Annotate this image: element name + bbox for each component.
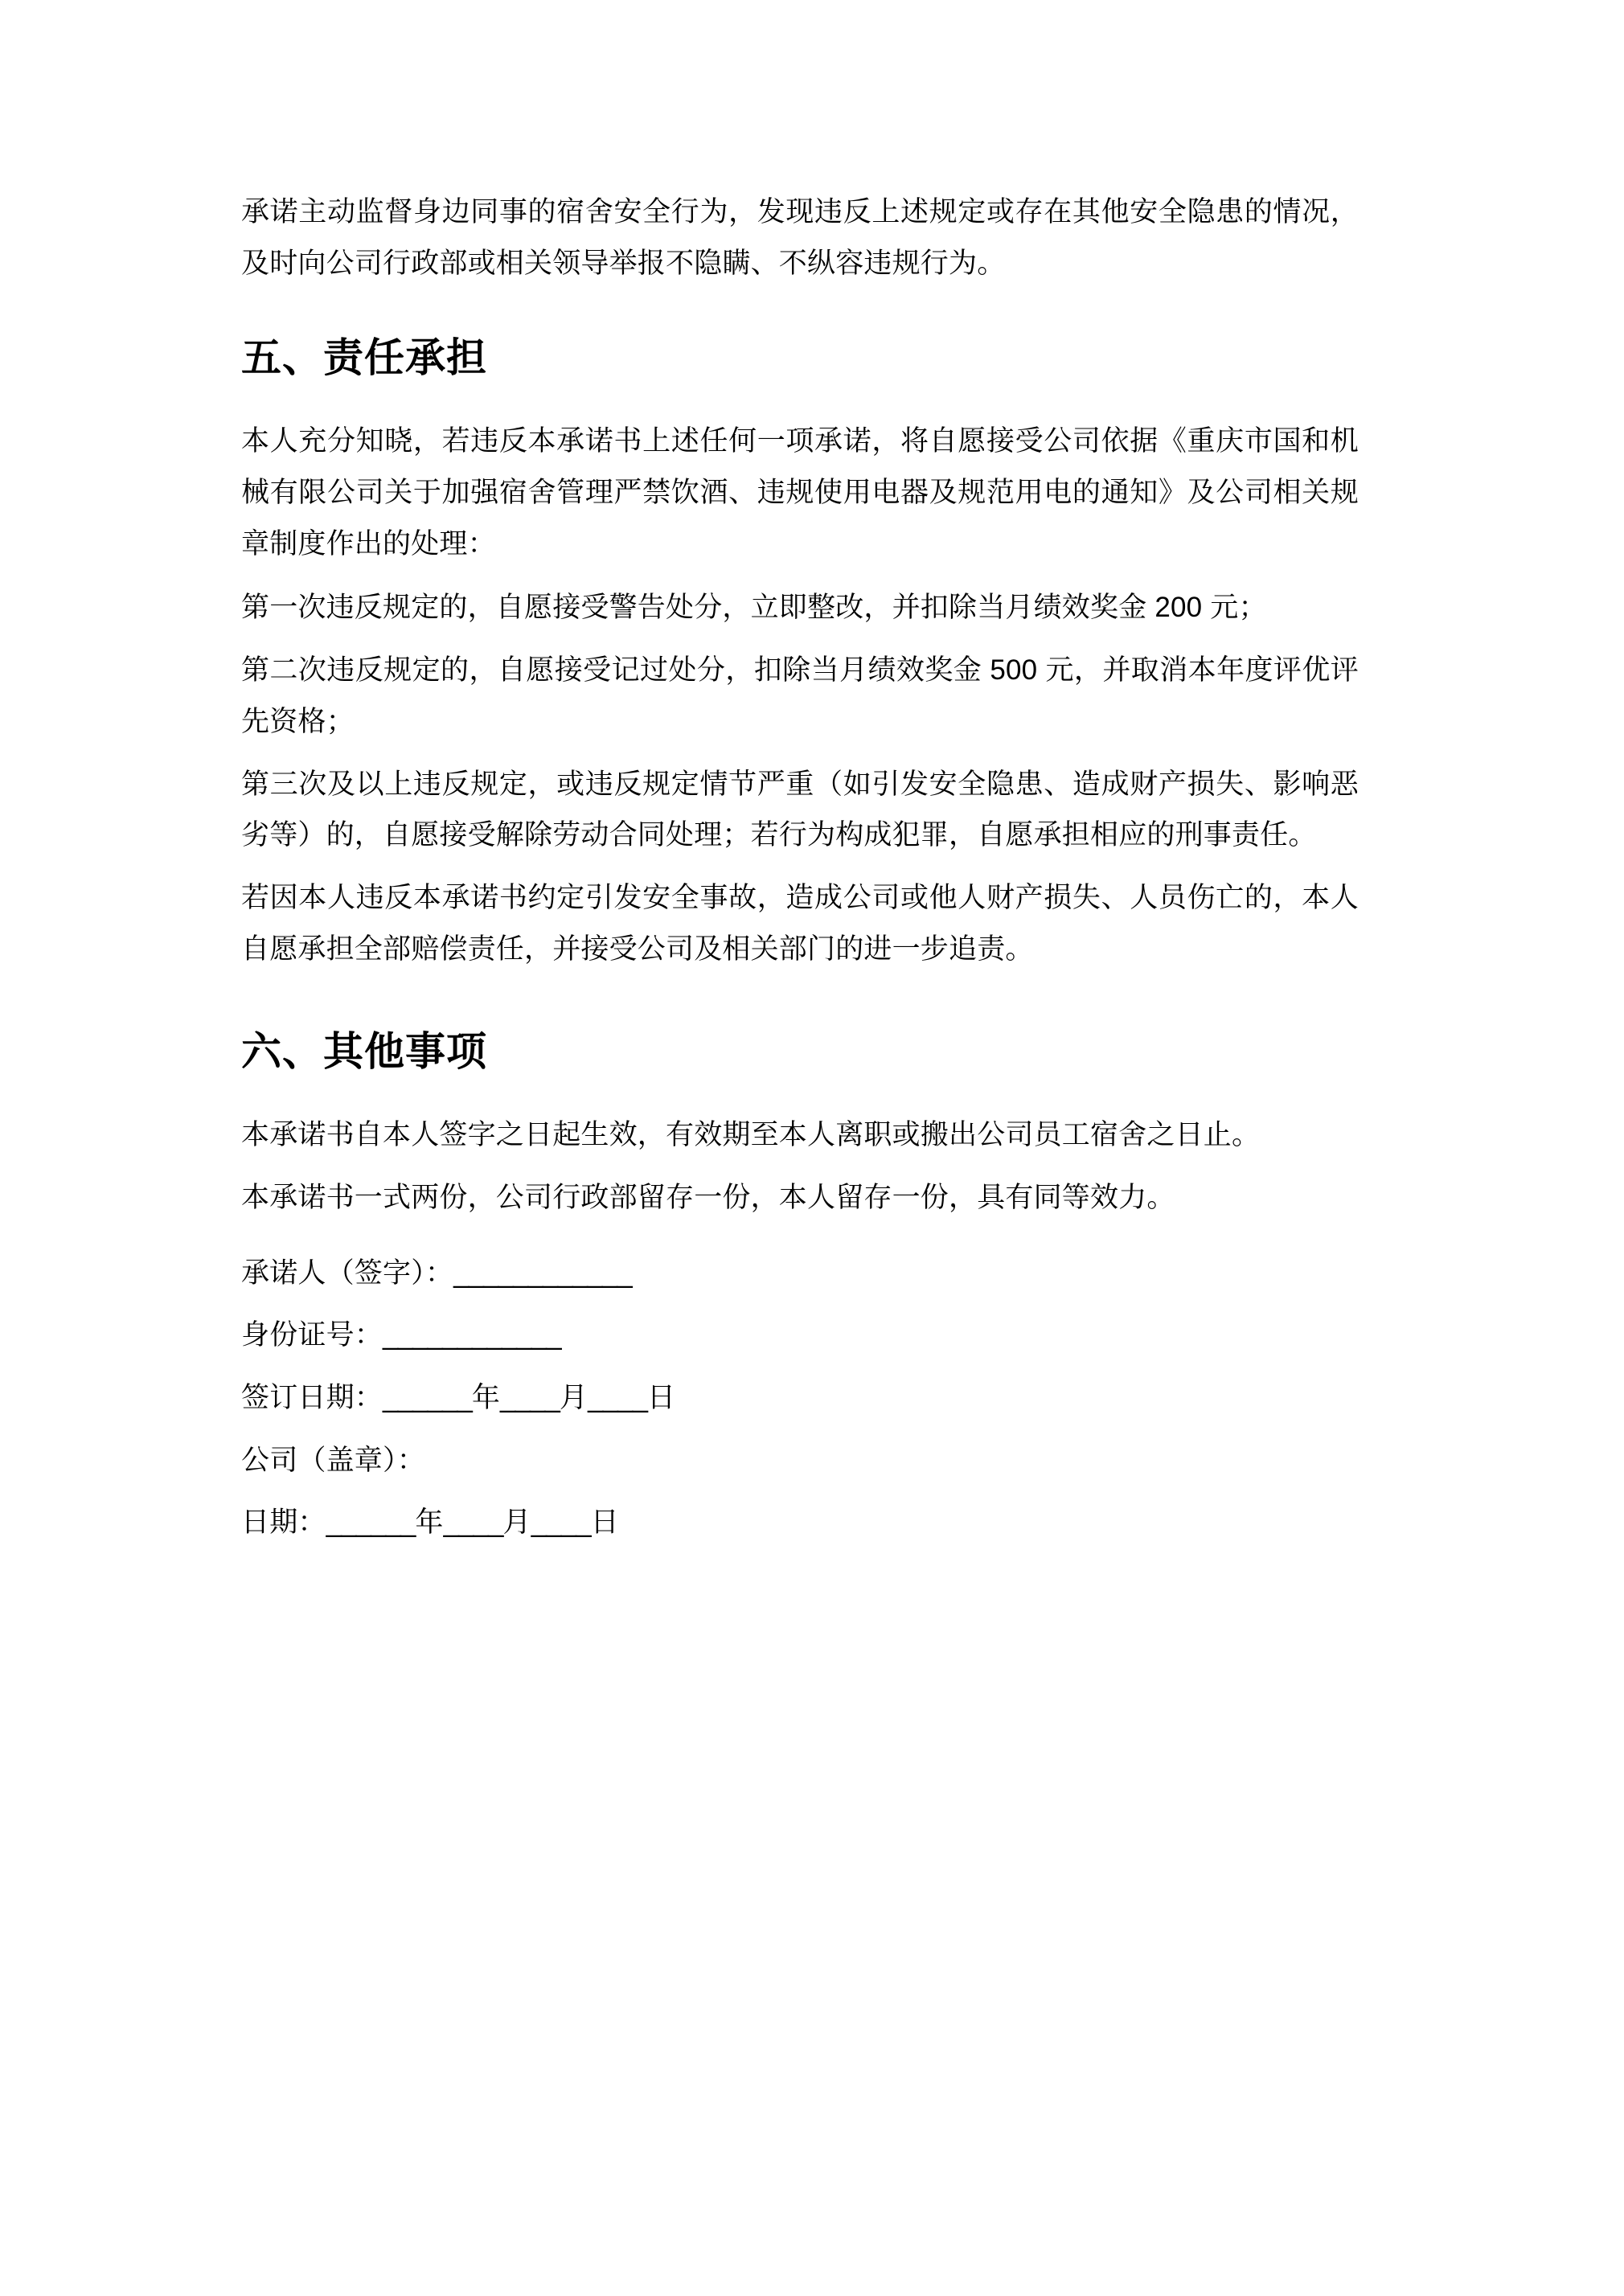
company-date-day-blank[interactable]: ____ [531,1507,591,1539]
company-date-year-unit: 年 [415,1507,444,1539]
signing-date-line [241,1372,1359,1424]
signature-block [241,1248,1359,1548]
document-body [241,187,1359,1548]
id-number-blank[interactable]: ____________ [383,1319,561,1351]
signing-date-year-unit: 年 [471,1382,501,1413]
signing-date-day-unit: 日 [646,1382,676,1413]
company-seal-line [241,1435,1359,1486]
promisor-signature-blank[interactable]: ____________ [453,1257,632,1289]
signing-date-month-unit: 月 [559,1382,588,1413]
company-date-line [241,1497,1359,1548]
id-number-label: 身份证号： [241,1319,383,1351]
liability-paragraph: 若因本人违反本承诺书约定引发安全事故，造成公司或他人财产损失、人员伤亡的，本人自愿承担全部赔偿责任，并接受公司及相关部门的进一步追责。 [241,881,1359,965]
section-heading-five: 五、责任承担 [241,335,487,381]
company-seal-label: 公司（盖章）： [241,1444,425,1476]
violation-clause-third: 第三次及以上违反规定，或违反规定情节严重（如引发安全隐患、造成财产损失、影响恶劣等）的，自愿接受解除劳动合同处理；若行为构成犯罪，自愿承担相应的刑事责任。 [241,768,1359,851]
signing-date-day-blank[interactable]: ____ [588,1382,647,1413]
section-heading-six: 六、其他事项 [241,1029,487,1075]
company-date-month-unit: 月 [502,1507,531,1539]
promisor-signature-line [241,1248,1359,1299]
section-five-intro-paragraph: 本人充分知晓，若违反本承诺书上述任何一项承诺，将自愿接受公司依据《重庆市国和机械有限公司关于加强宿舍管理严禁饮酒、违规使用电器及规范用电的通知》及公司相关规章制度作出的处理： [241,425,1359,560]
promisor-label: 承诺人（签字）： [241,1257,454,1289]
company-date-day-unit: 日 [590,1507,619,1539]
company-date-year-blank[interactable]: ______ [326,1507,416,1539]
continued-paragraph: 承诺主动监督身边同事的宿舍安全行为，发现违反上述规定或存在其他安全隐患的情况，及时向公司行政部或相关领导举报不隐瞒、不纵容违规行为。 [241,196,1359,279]
other-matters-paragraph-2: 本承诺书一式两份，公司行政部留存一份，本人留存一份，具有同等效力。 [241,1181,1175,1213]
signing-date-month-blank[interactable]: ____ [500,1382,560,1413]
violation-clause-first: 第一次违反规定的，自愿接受警告处分，立即整改，并扣除当月绩效奖金 200 元； [241,592,1267,624]
signing-date-label: 签订日期： [241,1382,383,1413]
other-matters-paragraph-1: 本承诺书自本人签字之日起生效，有效期至本人离职或搬出公司员工宿舍之日止。 [241,1119,1261,1151]
company-date-month-blank[interactable]: ____ [443,1507,503,1539]
id-number-line [241,1310,1359,1361]
violation-clause-second: 第二次违反规定的，自愿接受记过处分，扣除当月绩效奖金 500 元，并取消本年度评优评先资格； [241,654,1359,737]
signing-date-year-blank[interactable]: ______ [383,1382,472,1413]
company-date-label: 日期： [241,1507,326,1539]
